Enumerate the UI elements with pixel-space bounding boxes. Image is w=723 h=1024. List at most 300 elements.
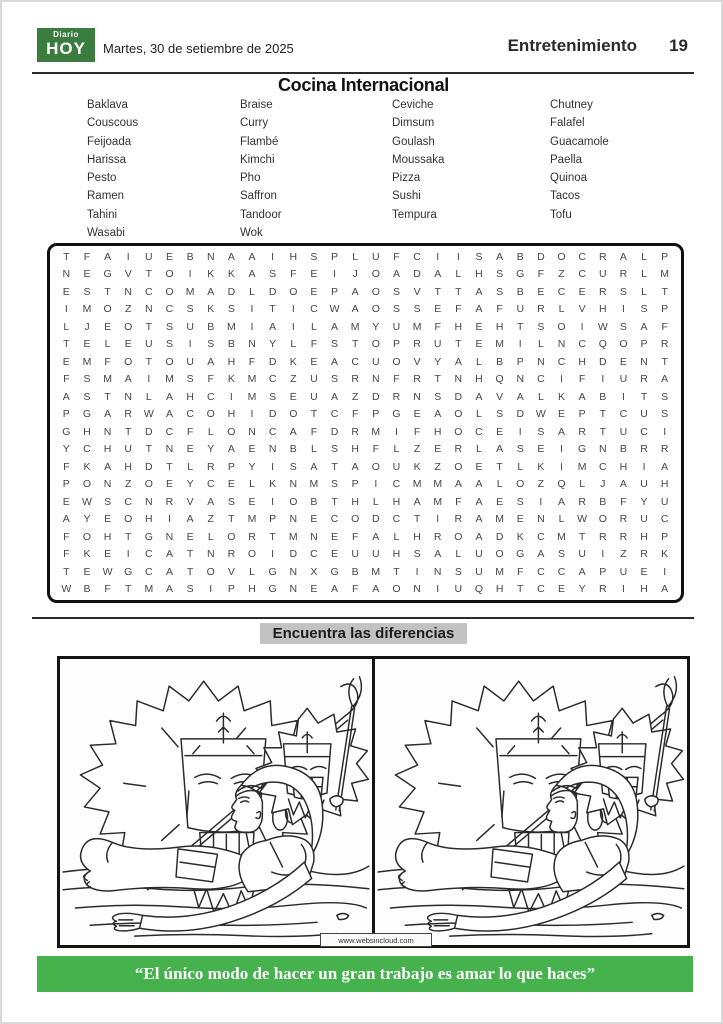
grid-letter: O: [124, 513, 133, 526]
grid-letter: F: [248, 355, 256, 368]
grid-letter: R: [619, 513, 628, 526]
grid-letter: H: [495, 320, 504, 333]
grid-letter: O: [165, 285, 174, 298]
grid-letter: A: [661, 373, 669, 386]
grid-letter: C: [640, 425, 648, 438]
grid-letter: P: [62, 478, 70, 491]
grid-letter: S: [269, 390, 277, 403]
word-item: Guacamole: [550, 135, 609, 148]
grid-letter: C: [206, 390, 215, 403]
grid-letter: E: [83, 338, 91, 351]
word-item: Falafel: [550, 117, 585, 130]
grid-letter: B: [289, 443, 297, 456]
grid-letter: F: [393, 250, 400, 263]
grid-letter: F: [413, 425, 421, 438]
word-item: Tacos: [550, 190, 581, 203]
grid-letter: B: [83, 583, 91, 596]
grid-letter: A: [475, 530, 483, 543]
grid-letter: R: [660, 443, 669, 456]
logo-hoy-text: HOY: [46, 39, 86, 58]
grid-letter: T: [517, 583, 524, 596]
grid-letter: E: [475, 338, 483, 351]
grid-letter: N: [289, 478, 298, 491]
difference-panels: [57, 656, 690, 948]
grid-letter: I: [291, 320, 295, 333]
grid-letter: T: [104, 390, 111, 403]
grid-letter: F: [186, 425, 194, 438]
grid-letter: G: [144, 530, 153, 543]
grid-letter: A: [331, 583, 339, 596]
grid-letter: O: [371, 338, 380, 351]
grid-letter: S: [310, 250, 318, 263]
grid-letter: C: [145, 565, 153, 578]
word-column: [550, 96, 609, 224]
grid-letter: E: [104, 320, 112, 333]
grid-letter: T: [661, 355, 668, 368]
grid-letter: L: [249, 565, 255, 578]
grid-letter: F: [63, 530, 70, 543]
word-item: Tahini: [87, 208, 118, 221]
grid-letter: L: [641, 285, 647, 298]
grid-letter: D: [598, 355, 607, 368]
grid-letter: I: [333, 268, 336, 281]
grid-letter: H: [83, 425, 91, 438]
grid-letter: F: [104, 583, 111, 596]
grid-letter: A: [496, 250, 504, 263]
grid-letter: K: [413, 460, 421, 473]
grid-letter: C: [145, 548, 153, 561]
grid-letter: N: [454, 373, 463, 386]
grid-letter: N: [248, 425, 256, 438]
word-item: Wasabi: [87, 227, 125, 240]
grid-letter: U: [619, 425, 628, 438]
grid-letter: T: [496, 460, 503, 473]
grid-letter: I: [147, 373, 151, 386]
grid-letter: R: [619, 268, 628, 281]
grid-letter: A: [165, 408, 173, 421]
grid-letter: T: [517, 320, 524, 333]
grid-letter: F: [661, 320, 668, 333]
grid-letter: S: [289, 460, 297, 473]
grid-letter: G: [124, 565, 133, 578]
grid-letter: I: [518, 338, 522, 351]
word-column: [87, 96, 138, 242]
grid-letter: A: [434, 408, 442, 421]
grid-letter: O: [206, 408, 215, 421]
grid-letter: C: [578, 268, 586, 281]
grid-letter: U: [433, 338, 442, 351]
grid-letter: I: [250, 303, 254, 316]
grid-letter: V: [413, 285, 421, 298]
word-item: Harissa: [87, 153, 126, 166]
grid-letter: A: [475, 478, 483, 491]
grid-letter: K: [207, 303, 215, 316]
grid-letter: Y: [269, 338, 277, 351]
grid-letter: A: [207, 355, 215, 368]
grid-letter: O: [82, 530, 92, 543]
grid-letter: E: [83, 565, 91, 578]
grid-letter: C: [413, 250, 421, 263]
grid-letter: R: [248, 530, 256, 543]
grid-letter: S: [227, 495, 235, 508]
grid-letter: P: [640, 338, 648, 351]
grid-letter: T: [104, 285, 111, 298]
grid-letter: H: [145, 513, 153, 526]
grid-letter: Y: [186, 478, 194, 491]
grid-letter: D: [268, 408, 277, 421]
grid-letter: Y: [640, 495, 648, 508]
grid-letter: E: [496, 495, 504, 508]
grid-letter: Y: [578, 583, 586, 596]
grid-letter: Y: [248, 460, 256, 473]
spot-difference-illustration: [375, 659, 687, 945]
grid-letter: K: [537, 460, 545, 473]
grid-letter: A: [269, 320, 277, 333]
grid-letter: L: [393, 530, 400, 543]
grid-letter: H: [289, 250, 298, 263]
grid-letter: T: [145, 320, 153, 333]
grid-letter: K: [83, 460, 91, 473]
grid-letter: A: [62, 390, 70, 403]
grid-letter: H: [475, 268, 483, 281]
grid-letter: L: [352, 250, 359, 263]
grid-letter: N: [289, 583, 298, 596]
grid-letter: C: [310, 548, 318, 561]
grid-letter: I: [250, 320, 254, 333]
grid-letter: L: [476, 355, 482, 368]
grid-letter: W: [143, 408, 154, 421]
grid-letter: D: [227, 285, 236, 298]
grid-letter: I: [663, 425, 667, 438]
grid-letter: Z: [125, 303, 132, 316]
grid-letter: E: [104, 513, 112, 526]
grid-letter: D: [372, 513, 380, 526]
grid-letter: C: [578, 250, 586, 263]
grid-letter: F: [496, 303, 503, 316]
grid-letter: E: [124, 338, 132, 351]
grid-letter: A: [351, 460, 359, 473]
grid-letter: J: [352, 268, 358, 281]
grid-letter: U: [145, 338, 153, 351]
word-item: Dimsum: [392, 117, 435, 130]
grid-letter: E: [619, 355, 627, 368]
grid-letter: R: [413, 338, 421, 351]
grid-letter: I: [209, 583, 213, 596]
header-divider: [32, 72, 694, 74]
grid-letter: U: [351, 548, 359, 561]
grid-letter: N: [124, 285, 132, 298]
word-item: Ceviche: [392, 99, 434, 111]
grid-letter: P: [516, 355, 524, 368]
grid-letter: T: [331, 460, 338, 473]
grid-letter: S: [392, 303, 400, 316]
grid-letter: U: [475, 565, 483, 578]
grid-letter: H: [103, 443, 112, 456]
grid-letter: E: [62, 355, 70, 368]
grid-letter: F: [63, 460, 70, 473]
grid-letter: N: [268, 443, 277, 456]
grid-letter: M: [371, 425, 381, 438]
word-item: Paella: [550, 153, 582, 166]
grid-letter: A: [475, 513, 483, 526]
grid-letter: O: [165, 268, 174, 281]
grid-letter: S: [83, 285, 91, 298]
grid-letter: J: [600, 478, 606, 491]
grid-letter: R: [124, 408, 132, 421]
grid-letter: R: [598, 583, 607, 596]
grid-letter: C: [165, 425, 174, 438]
quote-bar: [37, 956, 693, 992]
grid-letter: R: [578, 495, 586, 508]
grid-letter: H: [598, 303, 607, 316]
grid-letter: S: [496, 408, 504, 421]
grid-letter: S: [269, 268, 277, 281]
grid-letter: A: [104, 408, 112, 421]
grid-letter: A: [248, 268, 256, 281]
grid-letter: O: [124, 320, 133, 333]
spot-difference-illustration: [60, 659, 372, 945]
grid-letter: H: [227, 408, 236, 421]
grid-letter: C: [83, 443, 91, 456]
word-item: Braise: [240, 99, 273, 111]
grid-letter: T: [125, 530, 132, 543]
grid-letter: T: [63, 338, 70, 351]
grid-letter: U: [372, 250, 380, 263]
grid-letter: H: [392, 548, 401, 561]
grid-letter: R: [206, 460, 215, 473]
grid-letter: N: [537, 355, 545, 368]
grid-letter: L: [290, 338, 297, 351]
grid-letter: O: [227, 530, 236, 543]
grid-letter: O: [289, 495, 298, 508]
grid-letter: C: [268, 425, 277, 438]
grid-letter: A: [496, 443, 504, 456]
grid-letter: G: [516, 548, 525, 561]
grid-letter: R: [227, 548, 236, 561]
word-item: Pesto: [87, 172, 117, 185]
grid-letter: A: [454, 355, 462, 368]
grid-letter: C: [330, 408, 339, 421]
grid-letter: O: [371, 303, 380, 316]
grid-letter: Z: [413, 443, 421, 456]
grid-letter: V: [578, 303, 586, 316]
grid-letter: B: [227, 338, 235, 351]
grid-letter: R: [413, 373, 421, 386]
grid-letter: E: [165, 478, 173, 491]
grid-letter: E: [248, 495, 256, 508]
grid-letter: B: [516, 250, 524, 263]
grid-letter: C: [537, 530, 545, 543]
grid-letter: U: [578, 548, 586, 561]
grid-letter: I: [188, 268, 192, 281]
grid-letter: C: [557, 355, 566, 368]
grid-letter: L: [372, 495, 379, 508]
grid-letter: D: [495, 530, 504, 543]
grid-letter: T: [434, 285, 441, 298]
grid-letter: E: [310, 355, 318, 368]
grid-letter: P: [62, 408, 70, 421]
grid-letter: S: [537, 425, 545, 438]
grid-letter: F: [517, 565, 524, 578]
grid-letter: U: [124, 443, 132, 456]
grid-letter: S: [475, 250, 483, 263]
grid-letter: U: [145, 250, 153, 263]
grid-letter: F: [83, 250, 91, 263]
grid-letter: A: [104, 250, 112, 263]
grid-letter: S: [104, 495, 112, 508]
grid-letter: S: [496, 268, 504, 281]
grid-letter: E: [516, 513, 524, 526]
grid-letter: A: [578, 565, 586, 578]
grid-letter: R: [640, 443, 648, 456]
grid-letter: H: [475, 373, 483, 386]
grid-letter: E: [331, 548, 339, 561]
grid-letter: C: [310, 303, 318, 316]
grid-letter: H: [454, 320, 463, 333]
grid-letter: T: [455, 338, 462, 351]
grid-letter: N: [413, 390, 421, 403]
grid-letter: M: [165, 373, 174, 386]
grid-letter: H: [578, 355, 586, 368]
grid-letter: T: [269, 303, 276, 316]
grid-letter: T: [578, 530, 586, 543]
grid-letter: S: [331, 338, 339, 351]
grid-letter: A: [578, 390, 586, 403]
grid-letter: C: [537, 565, 545, 578]
grid-letter: U: [454, 583, 463, 596]
grid-letter: U: [186, 355, 194, 368]
grid-letter: U: [372, 355, 380, 368]
grid-letter: S: [186, 373, 194, 386]
grid-letter: S: [413, 548, 421, 561]
grid-letter: N: [289, 565, 298, 578]
grid-letter: M: [247, 513, 257, 526]
grid-letter: A: [619, 250, 627, 263]
grid-letter: E: [165, 250, 173, 263]
grid-letter: U: [598, 268, 607, 281]
grid-letter: G: [578, 443, 587, 456]
grid-letter: R: [598, 530, 607, 543]
grid-letter: V: [496, 390, 504, 403]
grid-letter: H: [248, 583, 256, 596]
grid-letter: P: [661, 303, 669, 316]
grid-letter: A: [165, 565, 173, 578]
grid-letter: F: [455, 303, 462, 316]
grid-letter: H: [124, 460, 132, 473]
grid-letter: E: [104, 548, 112, 561]
grid-letter: K: [516, 530, 524, 543]
grid-letter: K: [289, 355, 297, 368]
grid-letter: S: [434, 390, 442, 403]
grid-letter: M: [103, 373, 112, 386]
word-column: [240, 96, 282, 242]
grid-letter: H: [640, 530, 648, 543]
grid-letter: A: [475, 303, 483, 316]
grid-letter: N: [289, 513, 298, 526]
grid-letter: O: [289, 285, 298, 298]
word-item: Sushi: [392, 190, 421, 203]
grid-letter: H: [186, 390, 194, 403]
grid-letter: H: [392, 495, 401, 508]
grid-letter: K: [227, 373, 235, 386]
grid-letter: T: [599, 425, 606, 438]
grid-letter: R: [392, 390, 401, 403]
grid-letter: C: [330, 513, 339, 526]
grid-letter: L: [393, 443, 400, 456]
grid-letter: A: [392, 268, 400, 281]
grid-letter: I: [126, 250, 130, 263]
grid-letter: N: [372, 373, 380, 386]
grid-letter: U: [392, 460, 401, 473]
grid-letter: H: [660, 478, 669, 491]
grid-letter: A: [62, 513, 70, 526]
grid-letter: N: [640, 355, 648, 368]
grid-letter: D: [413, 268, 421, 281]
grid-letter: O: [371, 268, 380, 281]
grid-letter: R: [660, 338, 669, 351]
grid-letter: M: [227, 320, 236, 333]
word-item: Feijoada: [87, 135, 132, 148]
grid-letter: P: [351, 478, 359, 491]
grid-letter: T: [145, 443, 153, 456]
grid-letter: H: [495, 583, 504, 596]
grid-letter: F: [434, 320, 441, 333]
grid-letter: A: [661, 460, 669, 473]
grid-letter: D: [289, 548, 298, 561]
grid-letter: G: [62, 425, 71, 438]
grid-letter: L: [476, 408, 482, 421]
wordsearch-grid: [47, 243, 684, 603]
watermark-label: www.websincloud.com: [320, 933, 432, 947]
grid-letter: S: [165, 320, 173, 333]
grid-letter: X: [310, 565, 318, 578]
grid-letter: E: [310, 513, 318, 526]
grid-letter: O: [557, 250, 566, 263]
grid-letter: M: [371, 565, 381, 578]
grid-letter: G: [392, 408, 401, 421]
grid-letter: A: [165, 390, 173, 403]
grid-letter: N: [598, 443, 607, 456]
grid-letter: R: [537, 303, 545, 316]
grid-letter: O: [165, 355, 174, 368]
grid-letter: H: [351, 443, 359, 456]
grid-letter: I: [436, 583, 440, 596]
grid-letter: U: [660, 495, 669, 508]
grid-letter: M: [82, 303, 92, 316]
grid-letter: F: [393, 373, 400, 386]
grid-letter: C: [351, 355, 359, 368]
grid-letter: D: [537, 250, 545, 263]
grid-letter: L: [145, 390, 152, 403]
grid-letter: B: [516, 285, 524, 298]
grid-letter: C: [392, 513, 401, 526]
grid-letter: T: [351, 338, 359, 351]
grid-letter: I: [560, 373, 563, 386]
grid-letter: C: [619, 408, 628, 421]
word-item: Flambé: [240, 135, 279, 148]
grid-letter: A: [165, 548, 173, 561]
grid-letter: E: [413, 408, 421, 421]
grid-letter: M: [433, 478, 443, 491]
grid-letter: C: [598, 460, 607, 473]
grid-letter: O: [392, 583, 401, 596]
grid-letter: C: [557, 565, 566, 578]
grid-letter: B: [599, 390, 607, 403]
grid-letter: E: [186, 530, 194, 543]
grid-letter: C: [660, 513, 669, 526]
grid-letter: R: [640, 373, 648, 386]
word-item: Saffron: [240, 190, 277, 203]
